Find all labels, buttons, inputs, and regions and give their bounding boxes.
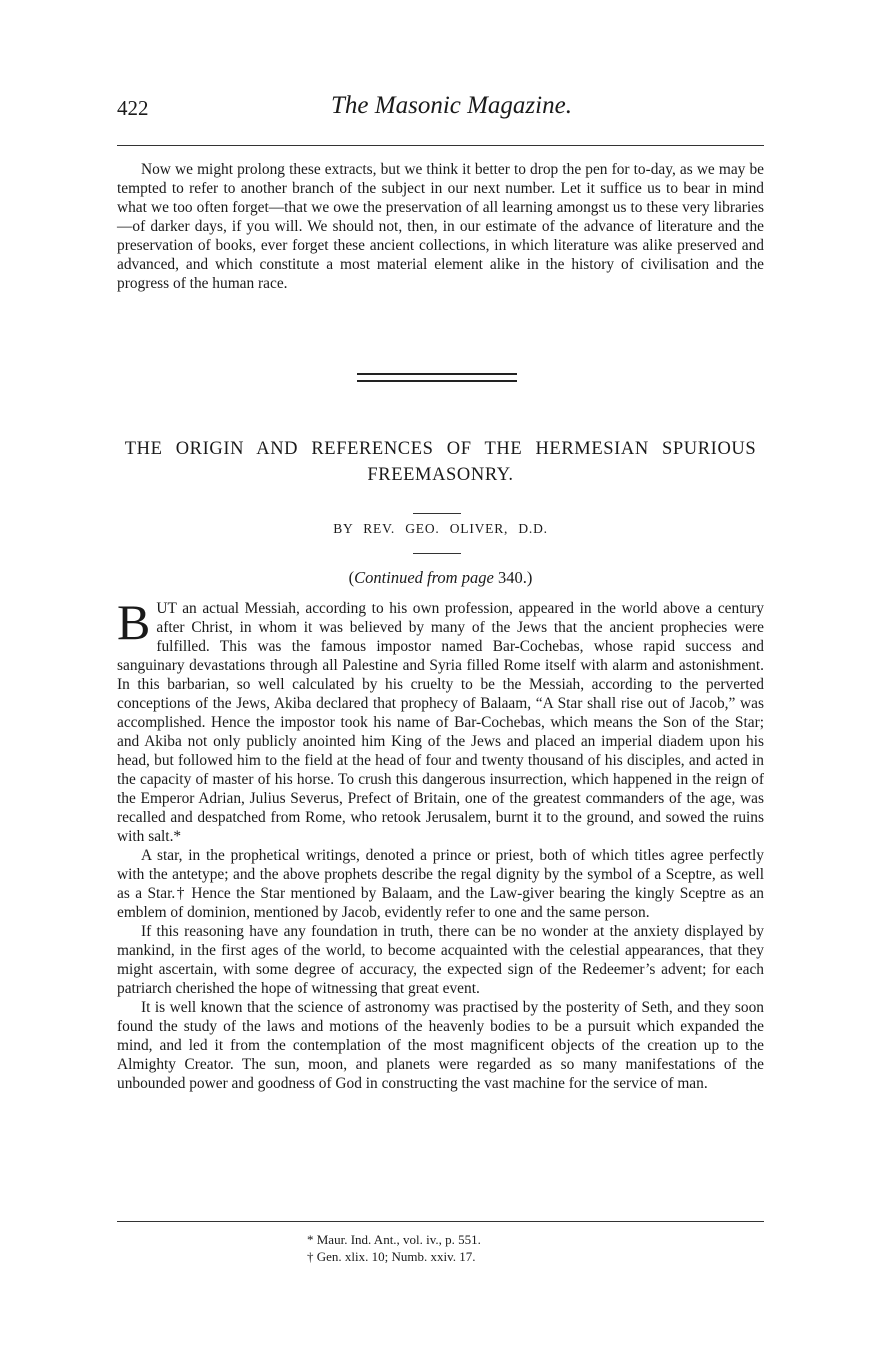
drop-cap: B [117, 594, 151, 650]
article-body [117, 594, 764, 1093]
footnote-2: † Gen. xlix. 10; Numb. xxiv. 17. [307, 1249, 476, 1264]
page-number: 422 [117, 96, 149, 120]
continued-page: 340. [497, 568, 527, 587]
body-paragraph-4: It is well known that the science of astronomy was practised by the posterity of Seth, and they soon found the study of the laws and motions of the heavenly bodies to be a pursuit which expanded the mind, and led it from the contemplation of the most magnificent objects of the creation up to the Almighty Creator. The sun, moon, and planets were regarded as so many manifestations of the unbounded power and goodness of God in constructing the vast machine for the service of man. [117, 999, 764, 1092]
title-rule [413, 513, 461, 514]
article-title: THE ORIGIN AND REFERENCES OF THE HERMESIAN SPURIOUS FREEMASONRY. [124, 439, 757, 485]
running-title: The Masonic Magazine. [331, 92, 572, 119]
intro-paragraph: Now we might prolong these extracts, but we think it better to drop the pen for to-day, as we may be tempted to refer to another branch of the subject in our next number. Let it suffice us to bear in mind what we too often forget—that we owe the preservation of all learning amongst us to these very libraries—of darker days, if you will. We should not, then, in our estimate of the advance of literature and the preservation of books, ever forget these ancient collections, in which literature was alike preserved and advanced, and which constitute a most material element alike in the history of civilisation and the progress of the human race. [117, 161, 764, 292]
continued-note: (Continued from page 340.) [348, 568, 533, 587]
article-byline: BY REV. GEO. OLIVER, D.D. [333, 521, 548, 536]
byline-rule [413, 553, 461, 554]
body-paragraph-1 [117, 594, 764, 846]
body-paragraph-1-text: UT an actual Messiah, according to his own profession, appeared in the world above a century after Christ, in whom it was believed by many of the Jews that the ancient prophecies were fulfilled. This was the famous impostor named Bar-Cochebas, whose rapid success and sanguinary devastations through all Palestine and Syria filled Rome itself with alarm and astonishment. In this barbarian, so well calculated by his cruelty to be the Messiah, according to the perverted conceptions of the Jews, Akiba declared that prophecy of Balaam, “A Star shall rise out of Jacob,” was accomplished. Hence the impostor took his name of Bar-Cochebas, which means the Son of the Star; and Akiba not only publicly anointed him King of the Jews and placed an imperial diadem upon his head, but followed him to the field at the head of four and twenty thousand of his disciples, and acted in the capacity of master of his horse. To crush this dangerous insurrection, which happened in the reign of the Emperor Adrian, Julius Severus, Prefect of Britain, one of the greatest commanders of the age, was recalled and despatched from Rome, who retook Jerusalem, burnt it to the ground, and sowed the ruins with salt.* [117, 600, 764, 845]
footnote-rule [117, 1221, 764, 1222]
body-paragraph-2: A star, in the prophetical writings, denoted a prince or priest, both of which titles agree perfectly with the antetype; and the above prophets describe the regal dignity by the symbol of a Sceptre, as well as a Star.† Hence the Star mentioned by Balaam, and the Law-giver bearing the kingly Sceptre as an emblem of dominion, mentioned by Jacob, evidently refer to one and the same person. [117, 847, 764, 921]
footnotes [117, 1231, 764, 1265]
section-divider [357, 373, 517, 382]
footnote-1: * Maur. Ind. Ant., vol. iv., p. 551. [307, 1232, 481, 1247]
continued-prefix: Continued from page [354, 568, 494, 587]
header-rule [117, 145, 764, 146]
body-paragraph-3: If this reasoning have any foundation in truth, there can be no wonder at the anxiety displayed by mankind, in the first ages of the world, to become acquainted with the celestial appearances, that they might ascertain, with some degree of accuracy, the expected sign of the Redeemer’s advent; for each patriarch cherished the hope of witnessing that great event. [117, 923, 764, 997]
